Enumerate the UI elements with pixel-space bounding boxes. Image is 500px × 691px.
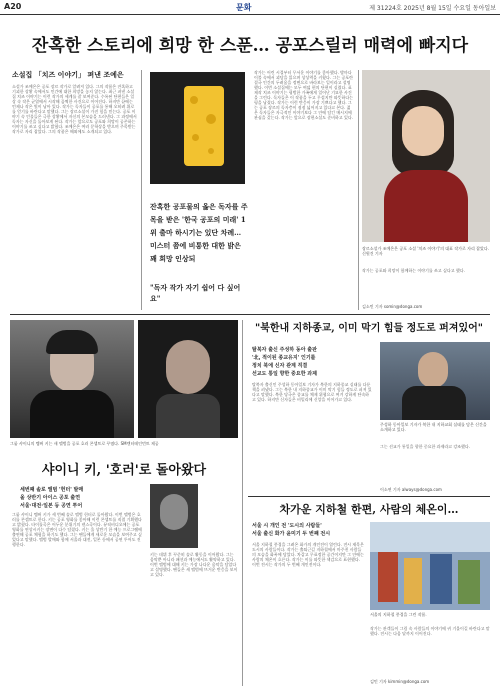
story2-body-text: 그룹 샤이니 멤버 키가 세 번째 솔로 앨범 헌터로 돌아왔다. 이번 앨범은 호러를 콘셉트로 한다. 키는 공포 영화를 좋아해 이런 콘셉트를 직접 기획했다고 밝혔다. 타이틀곡은 어두운 분위기의 댄스곡이다. 뮤직비디오에는 공포 영화를 연상시키는 장면이 다수 담겼다. 키는 올 상반기 한 예능 프로그램에 출연해 공포 체험을 하기도 했다. 그는 팬들에게 새로운 모습을 보여주고 싶었다고 말했다. 앨범 발매와 함께 서울과 대전, 일본 등에서 공연 투어도 진행한다. [12,512,142,547]
section-rule [248,496,490,497]
story3-kicker: 탈북자 출신 주성하 동아 출판 [252,347,317,353]
story1-photo-caption: 장르소설가 조예은은 공포 소설 '치즈 이야기'의 대표 작가로 자리 잡았다. 신원건 기자 [362,246,489,256]
story1-byline: 김소민 기자 somin@donga.com [362,304,423,309]
cheese-block [184,86,224,166]
story4-photo-caption: 서울의 지하철 풍경을 그린 작품. [370,612,427,617]
story4-sub-2: 서울 출신 화가 윤미기 두 번째 전시 [252,531,331,537]
column-divider [242,320,243,686]
story2-photo-caption: 그룹 샤이니의 멤버 키는 새 앨범을 공포 호러 콘셉트로 꾸몄다. SM엔터테인먼트 제공 [10,441,159,446]
reporter-photo [380,342,490,420]
story4-byline: 김민 기자 kimmin@donga.com [370,679,430,684]
section-rule [10,314,490,315]
story3-photo-caption: 주성하 동아일보 기자가 북한 내 지하교회 실태를 담은 신간을 소개하고 있다. [380,422,487,432]
singer-photo-2 [138,320,238,438]
story2-kicker: 세번째 솔로 앨범 '헌터' 발매 [20,487,84,493]
story4-body-text-2: 작가는 관객들이 그림 속 사람들의 이야기에 귀 기울이길 바란다고 말했다. 전시는 다음 달까지 이어진다. [370,626,490,636]
section-name: 문화 [236,3,252,12]
story3-body-text: 탈북자 출신인 주성하 동아일보 기자가 북한의 지하종교 실태를 다룬 책을 펴냈다. 그는 북한 내 지하종교가 이미 막기 힘들 정도로 퍼져 있다고 말했다. 북한 당국은 종교를 체제 위협으로 여겨 강하게 단속하고 있다. 하지만 신자들은 비밀리에 신앙을 이어가고 있다. [252,382,372,402]
story1-body-text-3: 작가는 공포와 희망이 함께하는 이야기를 쓰고 싶다고 했다. [362,268,465,273]
page-number: A20 [4,2,22,11]
story4-sub-1: 서울 시 개인 전 '도시의 사람들' [252,523,322,529]
story1-headline: 잔혹한 스토리에 희망 한 스푼… 공포스릴러 매력에 빠지다 [31,36,469,56]
story3-sub-2: 정치 북에 신자 관계 직결 [252,363,308,369]
story4-headline: 차가운 지하철 한편, 사람의 체온이… [279,503,459,516]
painting-image [370,522,490,610]
page-header [0,0,500,15]
story2-subtitle-1: 올 상반기 아이스 공포 출연 [20,495,81,501]
story1-pull-quote-2: "독자 작가 자기 쉽어 다 싶어요" [150,283,241,303]
story1-body-text: 소설가 조예은은 공포 장르 작가로 알려져 있다. 그의 작품은 잔혹하고 기괴한 상황 속에서도 인간에 대한 희망을 놓지 않는다. 최근 펴낸 소설집 치즈 이야기는 이런 작가의 세계를 잘 보여준다. 수록된 단편들은 일상 속 작은 균열에서 시작해 끔찍한 사건으로 이어진다. 하지만 끝에는 언제나 작은 빛이 남아 있다. 작가는 독자들이 공포를 통해 오히려 위로를 얻기를 바란다고 말했다. 그는 장르소설이 가진 힘을 믿는다. 공포 이야기 속 인물들은 극한 상황에서 자신의 본모습을 드러낸다. 그 과정에서 독자는 자신을 돌아보게 된다. 작가는 앞으로도 공포와 희망이 공존하는 이야기를 쓰고 싶다고 밝혔다. 조예은은 여러 문학상을 받으며 주목받는 작가로 자리 잡았다. 그의 작품은 해외에도 소개되고 있다. [12,84,137,134]
singer-photo [10,320,134,438]
column-divider [358,70,359,310]
story1-pull-quote: 잔혹한 공포물의 옳은 독자를 주목을 받은 '한국 공포의 미래' 1위 출마 하시기는 있단 차례… 미스터 쯤에 비통한 대한 밝은 꽤 희망 인상되 [150,202,248,263]
story3-body-text-2: 그는 선교가 통일을 향한 중요한 과제라고 강조했다. [380,444,471,449]
story1-kicker: 소설집 「치즈 이야기」 펴낸 조예은 [12,71,124,79]
story1-body-text-2: 작가는 어린 시절부터 무서운 이야기를 좋아했다. 밤마다 이불 속에서 괴담을 읽으며 상상력을 키웠다. 그는 공포란 결국 인간의 두려움을 정면으로 바라보는 일이라고 설명했다. 이번 소설집에는 모두 여덟 편의 단편이 실렸다. 표제작 치즈 이야기는 평범한 가족에게 일어난 기묘한 사건을 그린다. 독자들은 이 작품을 두고 무섭지만 따뜻하다는 평을 남겼다. 작가는 이런 반응이 가장 기쁘다고 했다. 그는 공포 장르의 독자층이 점점 넓어지고 있다고 본다. 젊은 독자들은 자극적인 이야기보다 그 안에 담긴 메시지에 관심을 갖는다. 작가는 앞으로 장편소설도 준비하고 있다. [254,70,354,120]
column-divider [141,70,142,310]
author-photo [362,70,490,242]
story3-headline: "북한내 지하종교, 이미 막기 힘들 정도로 퍼져있어" [255,323,483,334]
story3-byline: 이소연 기자 always@donga.com [380,487,442,492]
album-cover-image [150,484,198,548]
story2-subtitle-2: 서울·대전·일본 등 공연 투어 [20,503,83,509]
date-line: 제 31224호 2025년 8월 15일 수요일 동아일보 [369,5,496,12]
story3-sub-3: 선교도 통일 향한 중요한 과제 [252,371,317,377]
book-cover-image [150,72,245,184]
story2-body-text-2: 키는 데뷔 후 꾸준히 솔로 활동을 이어왔다. 그는 음악뿐 아니라 패션과 예능에서도 활약하고 있다. 이번 앨범에 대해 키는 가장 나다운 음악을 담았다고 설명했다. 팬들은 새 앨범에 뜨거운 반응을 보이고 있다. [150,552,238,577]
story4-body-text: 서울 지하철 풍경을 그려온 화가의 개인전이 열린다. 전시 제목은 도시의 사람들이다. 작가는 출퇴근길 지하철에서 마주친 사람들의 모습을 화폭에 담았다. 차갑고 무표정한 공간이지만 그 안에는 사람의 체온이 흐른다. 작가는 이를 따뜻한 색감으로 표현했다. 이번 전시는 작가의 두 번째 개인전이다. [252,542,364,567]
story3-sub-1: '北, 적이된 종교유지' 인기를 [252,355,316,361]
story2-headline: 샤이니 키, '호러'로 돌아왔다 [41,463,207,478]
